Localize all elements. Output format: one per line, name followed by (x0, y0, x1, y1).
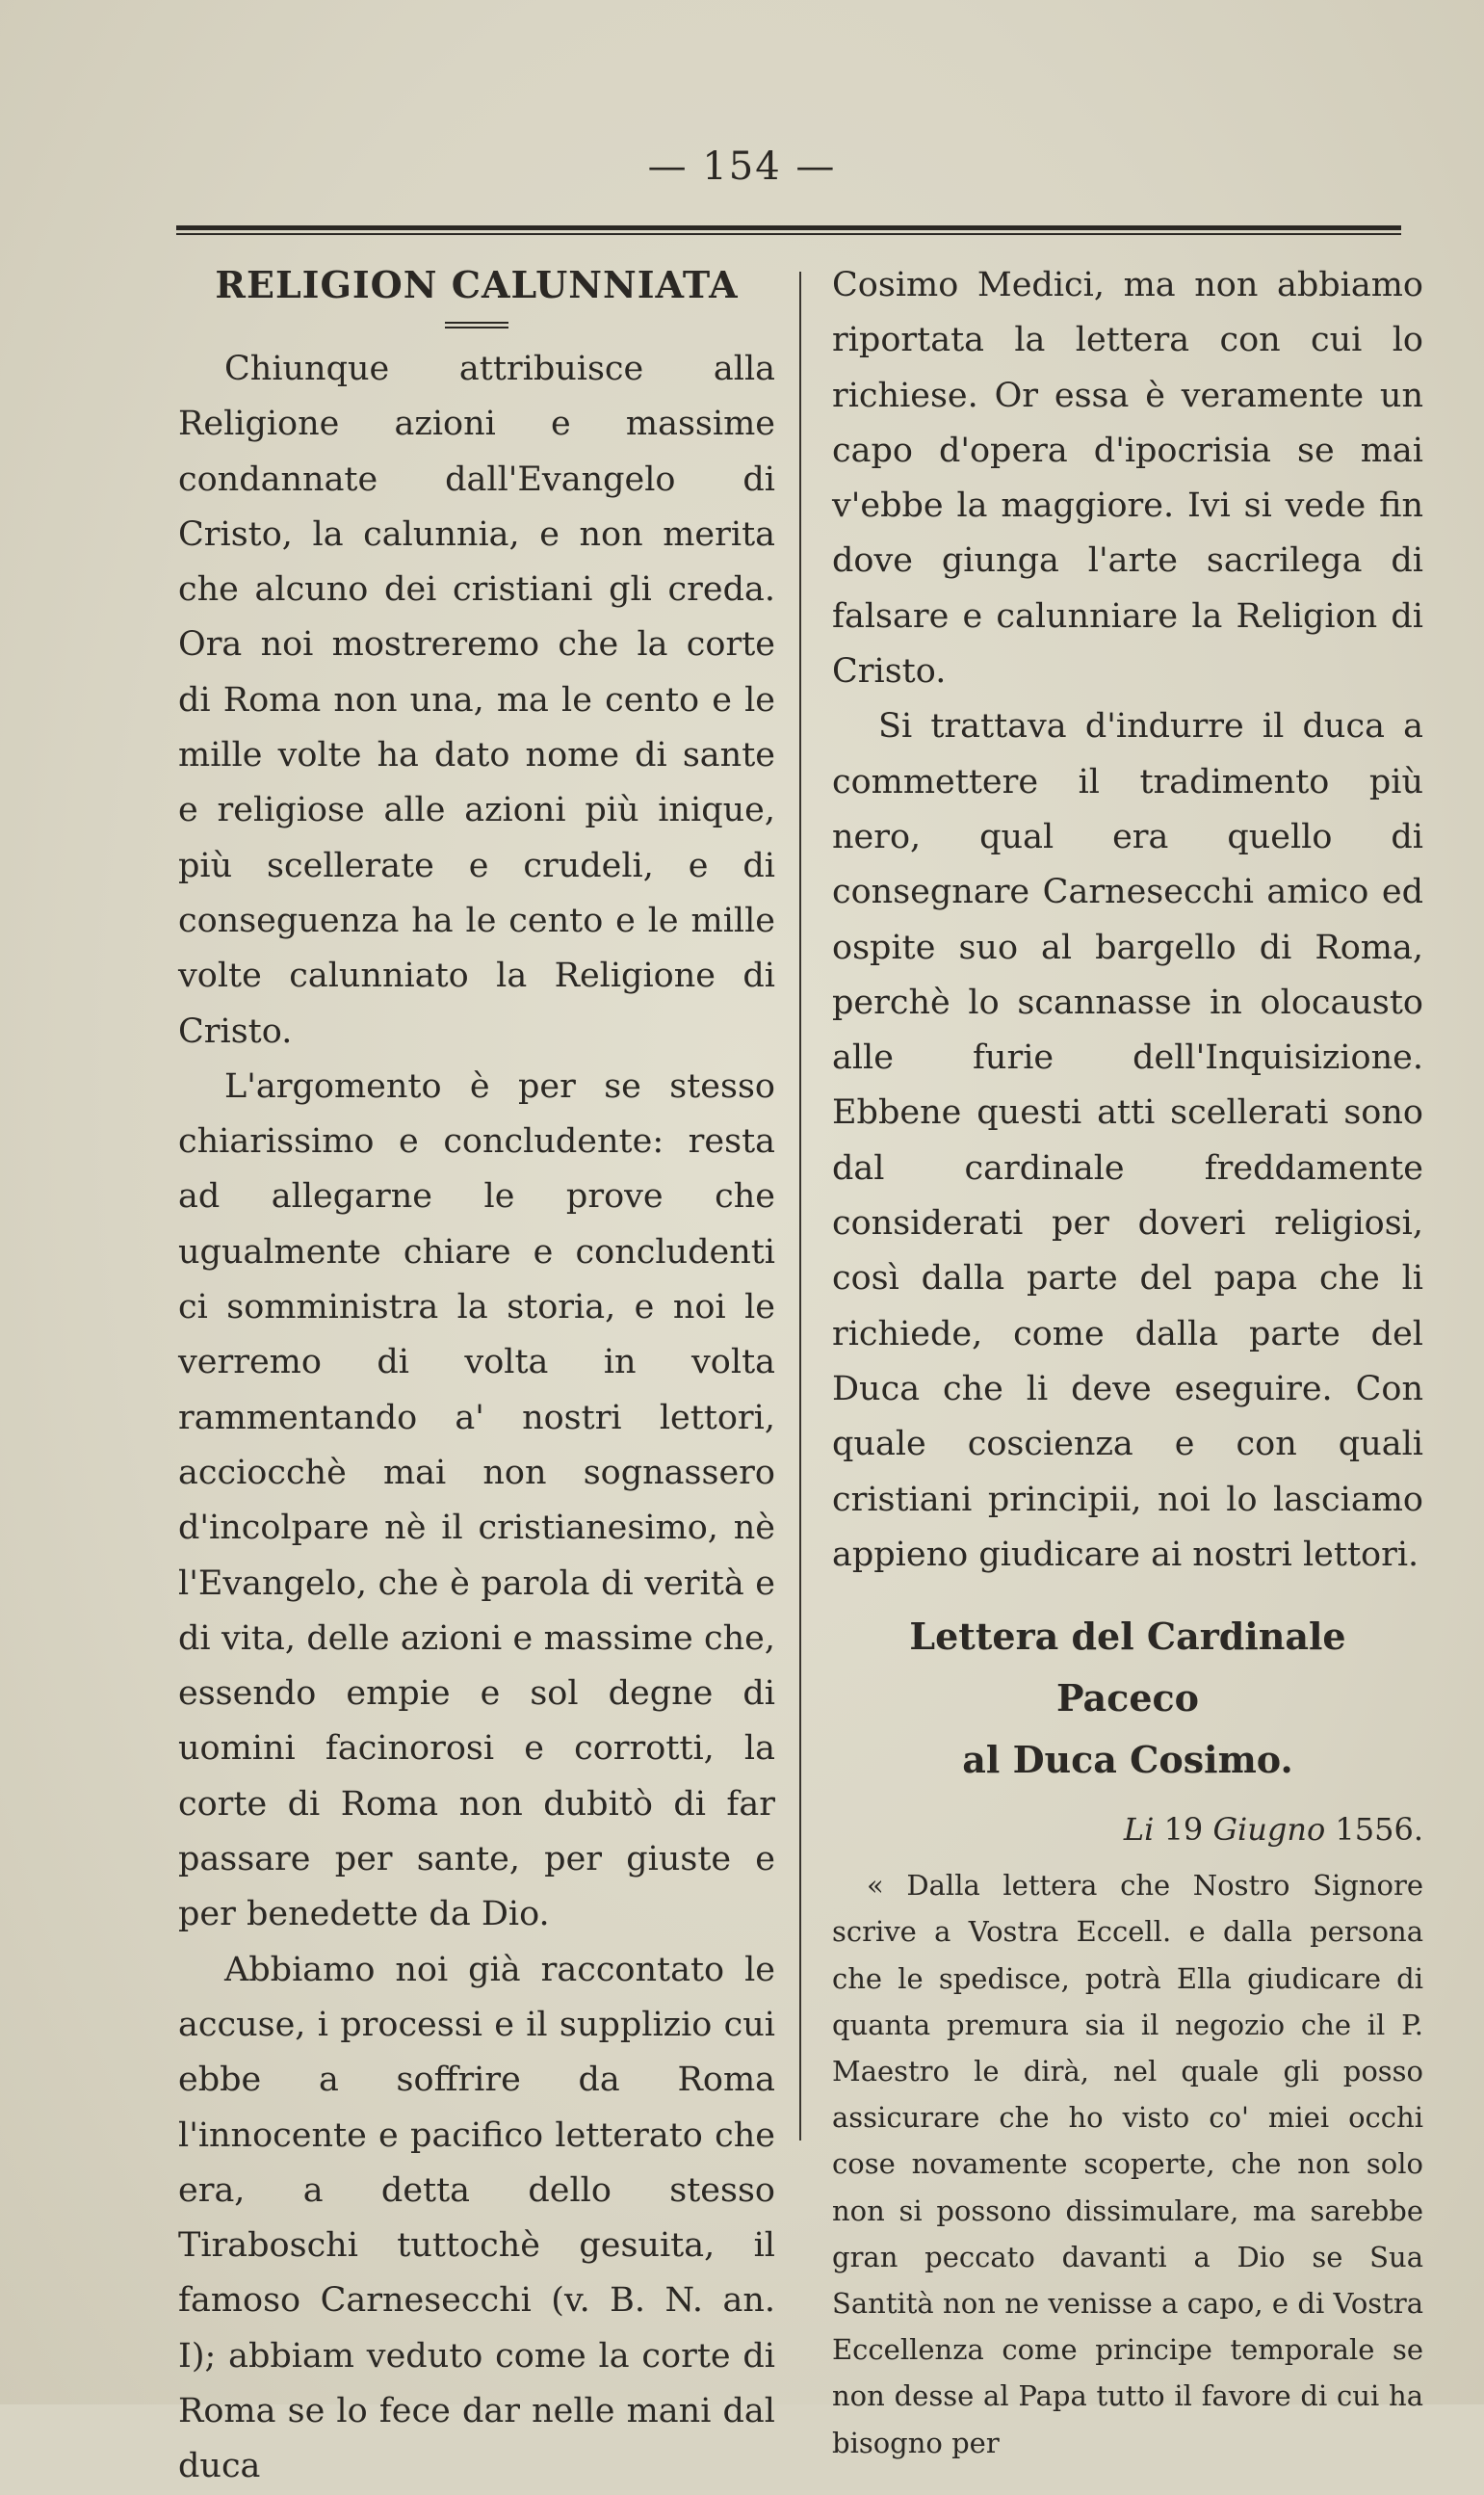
paragraph: Cosimo Medici, ma non abbiamo riportata la lettera con cui lo richiese. Or essa è veramente un capo d'opera d'ipocrisia se mai v'ebbe la maggiore. Ivi si vede fin dove giunga l'arte sacrilega di falsare e calunniare la Religion di Cristo. (832, 266, 1423, 692)
letter-body: « Dalla lettera che Nostro Signore scrive a Vostra Eccell. e dalla persona che le spedisce, potrà Ella giudicare di quanta premura sia il negozio che il P. Maestro le dirà, nel quale gli posso assicurare che ho visto co' miei occhi cose novamente scoperte, che non solo non si possono dissimulare, ma sarebbe gran peccato davanti a Dio se Sua Santità non ne venisse a capo, e di Vostra Eccellenza come principe temporale se non desse al Papa tutto il favore di cui ha bisogno per (832, 1869, 1423, 2459)
date-month: Giugno (1212, 1811, 1326, 1849)
paragraph: L'argomento è per se stesso chiarissimo e concludente: resta ad allegarne le prove che ugualmente chiare e concludenti ci somministra la storia, e noi le verremo di volta in volta rammentando a' nostri lettori, acciocchè mai non sognassero d'incolpare nè il cristianesimo, nè l'Evangelo, che è parola di verità e di vita, delle azioni e massime che, essendo empie e sol degne di uomini facinorosi e corrotti, la corte di Roma non dubitò di far passare per sante, per giuste e per benedette da Dio. (178, 1066, 775, 1934)
paragraph: Chiunque attribuisce alla Religione azioni e massime condannate dall'Evangelo di Cristo, la calunnia, e non merita che alcuno dei cristiani gli creda. Ora noi mostreremo che la corte di Roma non una, ma le cento e le mille volte ha dato nome di sante e religiose alle azioni più inique, più scellerate e crudeli, e di conseguenza ha le cento e le mille volte calunniato la Religione di Cristo. (178, 350, 775, 1051)
paragraph: Si trattava d'indurre il duca a commettere il tradimento più nero, qual era quello di consegnare Carnesecchi amico ed ospite suo al bargello di Roma, perchè lo scannasse in olocausto alle furie dell'Inquisizione. Ebbene questi atti scellerati sono dal cardinale freddamente considerati per doveri religiosi, così dalla parte del papa che li richiede, come dalla parte del Duca che li deve eseguire. Con quale coscienza e con quali cristiani principii, noi lo lasciamo appieno giudicare ai nostri lettori. (832, 707, 1423, 1574)
paragraph: Abbiamo noi già raccontato le accuse, i processi e il supplizio cui ebbe a soffrire da Roma l'innocente e pacifico letterato che era, a detta dello stesso Tiraboschi tuttochè gesuita, il famoso Carnesecchi (v. B. N. an. I); abbiam veduto come la corte di Roma se lo fece dar nelle mani dal duca (178, 1950, 775, 2486)
article-title: RELIGION CALUNNIATA (215, 263, 739, 306)
letter-date (832, 1804, 1423, 1854)
header-rule (176, 225, 1401, 235)
page-number: — 154 — (647, 144, 837, 189)
letter-heading (832, 1606, 1423, 1791)
letter-heading-line: Lettera del Cardinale Paceco (909, 1615, 1346, 1720)
title-ornament-rule (445, 322, 508, 328)
date-prefix: Li (1123, 1811, 1155, 1849)
column-divider (799, 272, 801, 2140)
right-column (832, 258, 1423, 2466)
letter-heading-line: al Duca Cosimo. (962, 1738, 1293, 1782)
date-day: 19 (1163, 1811, 1204, 1849)
left-column (178, 258, 775, 2495)
date-year: 1556. (1335, 1811, 1423, 1849)
